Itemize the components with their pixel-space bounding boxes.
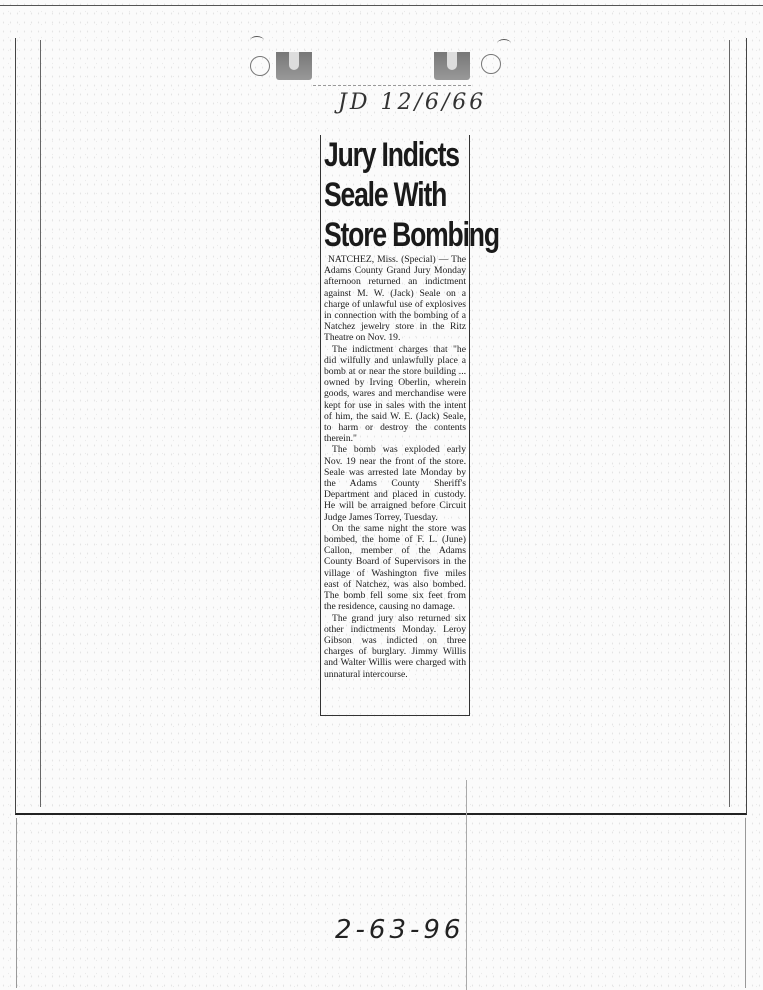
- handwritten-date-annotation: JD 12/6/66: [338, 90, 487, 115]
- article-paragraph: The indictment charges that "he did wilfully and unlawfully place a bomb at or near the store building ... owned by Irving Oberlin, wherein goods, wares and merchandise were kept for use in sales with the intent of him, the said W. E. (Jack) Seale, to harm or destroy the contents therein.": [324, 343, 466, 445]
- article-paragraph: On the same night the store was bombed, the home of F. L. (June) Callon, member of the Adams County Board of Supervisors in the village of Washington five miles east of Natchez, was also bombed. The bomb fell some six feet from the residence, causing no damage.: [324, 522, 466, 613]
- handwritten-file-serial: 2-63-96: [335, 915, 465, 945]
- punch-hole-left: [250, 56, 270, 76]
- page-lower-right-edge: [745, 818, 746, 988]
- binder-ring-arc-right: [497, 39, 511, 48]
- punch-hole-right: [481, 54, 501, 74]
- clipping-headline: [324, 135, 499, 255]
- mounting-inner-right-edge: [729, 40, 730, 807]
- article-paragraph: The grand jury also returned six other indictments Monday. Leroy Gibson was indicted on three charges of burglary. Jimmy Willis and Walter Willis were charged with unnatural intercourse.: [324, 612, 466, 680]
- article-paragraph: The bomb was exploded early Nov. 19 near the front of the store. Seale was arrested late Monday by the Adams County Sheriff's Department and placed in custody. He will be arraigned before Circuit Judge James Torrey, Tuesday.: [324, 444, 466, 523]
- binder-ring-arc-left: [250, 36, 264, 45]
- mounting-inner-left-edge: [40, 40, 41, 807]
- article-paragraph: NATCHEZ, Miss. (Special) — The Adams County Grand Jury Monday afternoon returned an indictment against M. W. (Jack) Seale on a charge of unlawful use of explosives in connection with the bombing of a Natchez jewelry store in the Ritz Theatre on Nov. 19.: [324, 254, 466, 344]
- headline-line: Jury Indicts: [324, 136, 459, 174]
- page-lower-left-edge: [16, 818, 17, 988]
- headline-line: Seale With: [324, 176, 447, 214]
- clipping-article-body: [324, 254, 466, 680]
- fastener-tab-right: [434, 52, 470, 80]
- headline-line: Store Bombing: [324, 216, 499, 254]
- fastener-tab-left: [276, 52, 312, 80]
- page-top-edge: [0, 5, 763, 6]
- fold-line: [466, 780, 467, 990]
